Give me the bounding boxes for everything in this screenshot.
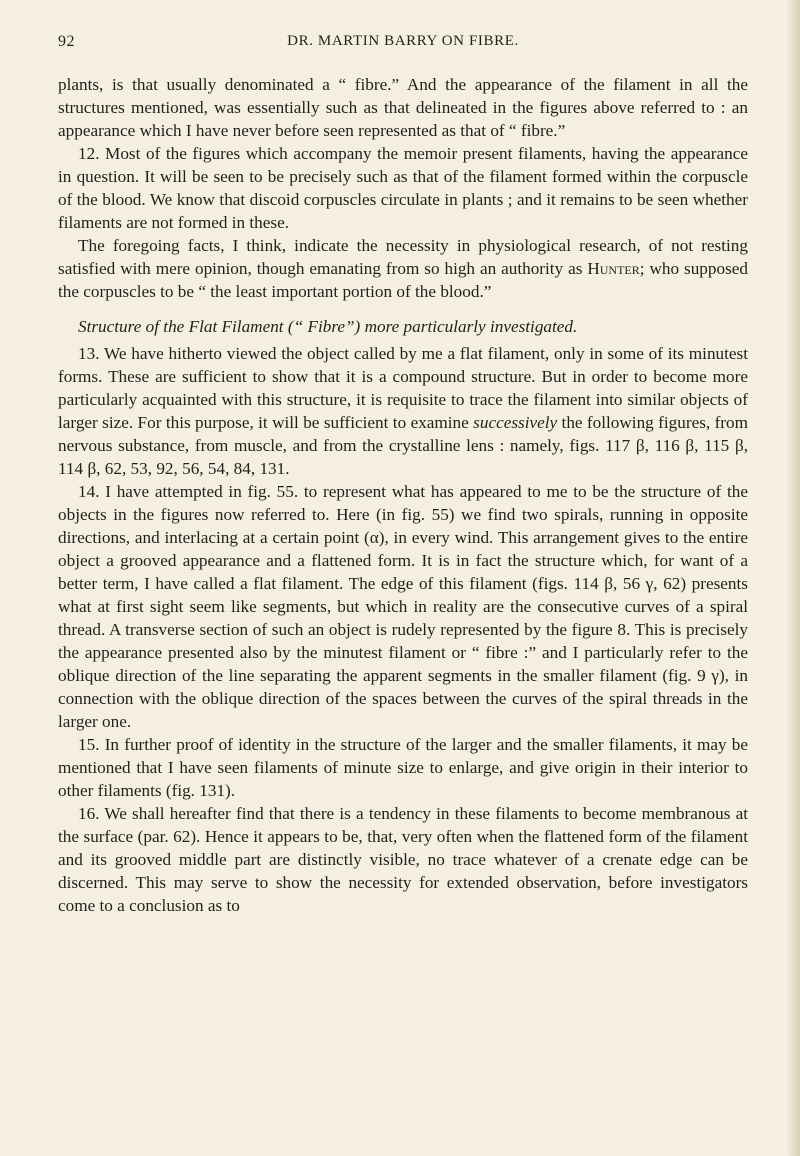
paragraph-13 [58, 342, 748, 480]
paragraph-foregoing [58, 234, 748, 303]
body-text [58, 73, 748, 917]
paragraph-13-part-1: 13. We have hitherto viewed the object called by me a flat filament, only in some of its minutest forms. These are sufficient to show that it is a compound structure. But in order to become more particularly acquainted with this structure, it is requisite to trace the filament into similar objects of larger size. For this purpose, it will be sufficient to examine [58, 344, 748, 432]
emphasis-successively: successively [473, 413, 558, 432]
paragraph-13-part-2: the following figures, from nervous substance, from muscle, and from the crystalline lens : namely, figs. 117 β, 116 β, 115 β, 114 β, 62, 53, 92, 56, 54, 84, 131. [58, 413, 748, 478]
page-number: 92 [58, 33, 75, 50]
paragraph-14: 14. I have attempted in fig. 55. to represent what has appeared to me to be the structure of the objects in the figures now referred to. Here (in fig. 55) we find two spirals, running in opposite directions, and interlacing at a certain point (α), in every wind. This arrangement gives to the entire object a grooved appearance and a flattened form. It is in fact the structure which, for want of a better term, I have called a flat filament. The edge of this filament (figs. 114 β, 56 γ, 62) presents what at first sight seem like segments, but which in reality are the consecutive curves of a spiral thread. A transverse section of such an object is rudely represented by the figure 8. This is precisely the appearance presented also by the minutest filament or “ fibre :” and I particularly refer to the oblique direction of the line separating the apparent segments in the smaller filament (fig. 9 γ), in connection with the oblique direction of the spaces between the curves of the spiral threads in the larger one. [58, 482, 748, 731]
paragraph-foregoing-part-2: ; who supposed the corpuscles to be “ the least important portion of the blood.” [58, 259, 748, 301]
section-heading: Structure of the Flat Filament (“ Fibre”) more particularly investigated. [78, 317, 578, 336]
paragraph-15: 15. In further proof of identity in the structure of the larger and the smaller filaments, it may be mentioned that I have seen filaments of minute size to enlarge, and give origin in their interior to other filaments (fig. 131). [58, 735, 748, 800]
running-head [58, 33, 748, 55]
paragraph-16: 16. We shall hereafter find that there is a tendency in these filaments to become membranous at the surface (par. 62). Hence it appears to be, that, very often when the flattened form of the filament and its grooved middle part are distinctly visible, no trace whatever of a crenate edge can be discerned. This may serve to show the necessity for extended observation, before investigators come to a conclusion as to [58, 804, 748, 915]
page-edge-shadow [786, 0, 800, 1156]
running-title: DR. MARTIN BARRY ON FIBRE. [287, 33, 519, 49]
paragraph-12: 12. Most of the figures which accompany the memoir present filaments, having the appearance in question. It will be seen to be precisely such as that of the filament formed within the corpuscle of the blood. We know that discoid corpuscles circulate in plants ; and it remains to be seen whether filaments are not formed in these. [58, 144, 748, 232]
paragraph-intro: plants, is that usually denominated a “ fibre.” And the appearance of the filament in all the structures mentioned, was essentially such as that delineated in the figures above referred to : an appearance which I have never before seen represented as that of “ fibre.” [58, 75, 748, 140]
paragraph-foregoing-part-1: The foregoing facts, I think, indicate the necessity in physiological research, of not resting satisfied with mere opinion, though emanating from so high an authority as [58, 236, 748, 278]
author-name-hunter: Hunter [587, 259, 640, 278]
